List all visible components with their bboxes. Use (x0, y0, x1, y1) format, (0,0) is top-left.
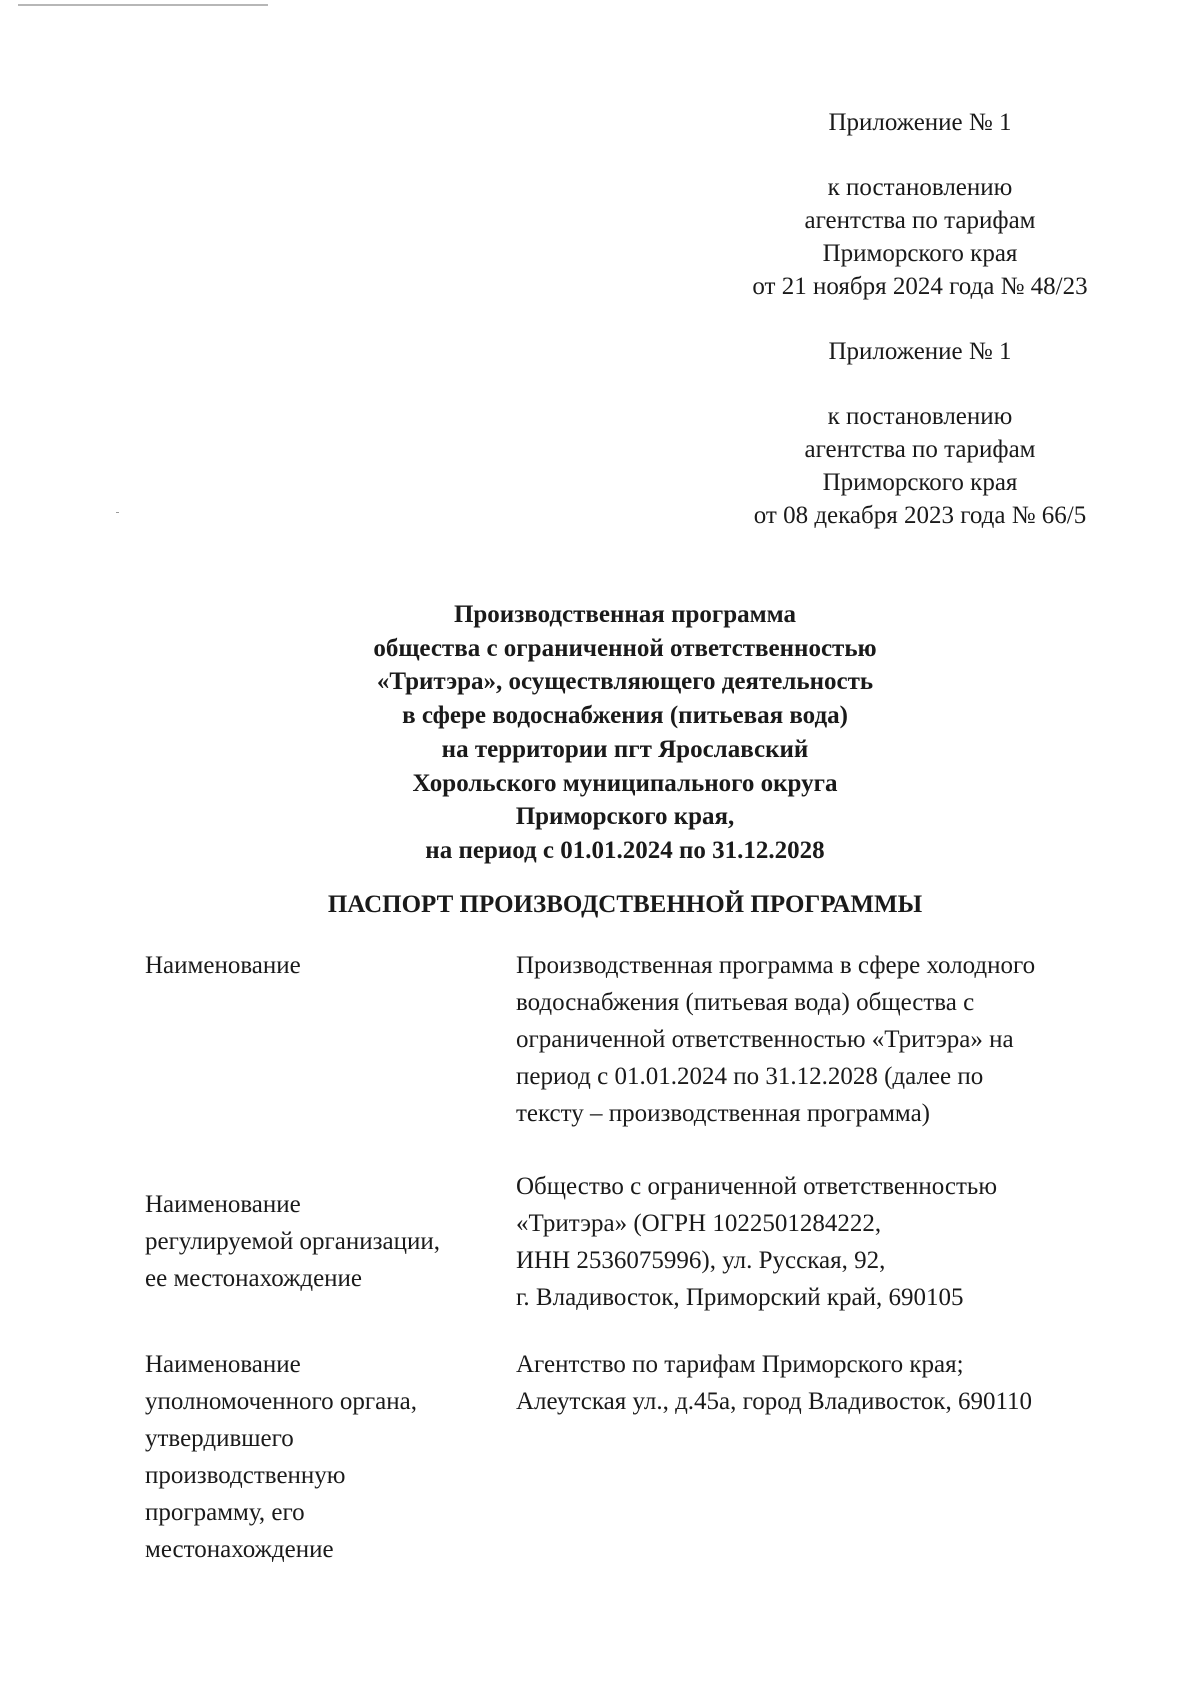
value-line: Производственная программа в сфере холодного (516, 952, 1036, 979)
label-line: местонахождение (145, 1536, 334, 1563)
scan-artifact-line (18, 4, 268, 6)
label-line: программу, его (145, 1499, 305, 1526)
appendix-line: Приморского края (822, 240, 1018, 267)
label-line: ее местонахождение (145, 1265, 363, 1292)
appendix-header-2 (720, 335, 1120, 532)
appendix-line: к постановлению (827, 403, 1013, 430)
label-line: уполномоченного органа, (145, 1388, 417, 1415)
appendix-number: Приложение № 1 (828, 338, 1012, 365)
value-line: ограниченной ответственностью «Тритэра» на (516, 1026, 1014, 1053)
value-line: период с 01.01.2024 по 31.12.2028 (далее по (516, 1063, 984, 1090)
title-line: «Тритэра», осуществляющего деятельность (376, 668, 874, 696)
label-line: регулируемой организации, (145, 1228, 440, 1255)
title-line: на территории пгт Ярославский (441, 735, 809, 763)
value-line: «Тритэра» (ОГРН 1022501284222, (516, 1210, 882, 1237)
appendix-header-1 (720, 106, 1120, 303)
passport-heading: ПАСПОРТ ПРОИЗВОДСТВЕННОЙ ПРОГРАММЫ (327, 891, 923, 918)
passport-row-1-label (145, 947, 495, 984)
appendix-line: Приморского края (822, 469, 1018, 496)
label-line: производственную (145, 1462, 346, 1489)
passport-row-2-value (516, 1168, 1126, 1316)
passport-row-3-label (145, 1346, 495, 1568)
value-line: водоснабжения (питьевая вода) общества с (516, 989, 975, 1016)
passport-row-1-value (516, 947, 1126, 1132)
title-line: Приморского края, (515, 803, 735, 831)
label-line: Наименование (145, 952, 301, 979)
appendix-line: агентства по тарифам (804, 207, 1036, 234)
title-line: в сфере водоснабжения (питьевая вода) (402, 702, 848, 730)
document-title (250, 598, 1000, 868)
value-line: г. Владивосток, Приморский край, 690105 (516, 1284, 964, 1311)
value-line: тексту – производственная программа) (516, 1100, 931, 1127)
value-line: Агентство по тарифам Приморского края; (516, 1351, 964, 1378)
title-line: на период с 01.01.2024 по 31.12.2028 (425, 836, 825, 864)
passport-row-2-label (145, 1186, 495, 1297)
label-line: Наименование (145, 1351, 301, 1378)
appendix-date-line: от 08 декабря 2023 года № 66/5 (753, 502, 1087, 529)
label-line: утвердившего (145, 1425, 294, 1452)
label-line: Наименование (145, 1191, 301, 1218)
value-line: ИНН 2536075996), ул. Русская, 92, (516, 1247, 886, 1274)
appendix-line: к постановлению (827, 174, 1013, 201)
value-line: Алеутская ул., д.45а, город Владивосток, 690110 (516, 1388, 1033, 1415)
appendix-date-line: от 21 ноября 2024 года № 48/23 (752, 273, 1088, 300)
title-line: общества с ограниченной ответственностью (373, 634, 877, 662)
appendix-line: агентства по тарифам (804, 436, 1036, 463)
appendix-number: Приложение № 1 (828, 109, 1012, 136)
title-line: Хорольского муниципального округа (412, 769, 838, 797)
value-line: Общество с ограниченной ответственностью (516, 1173, 997, 1200)
title-line: Производственная программа (453, 601, 797, 628)
passport-row-3-value (516, 1346, 1126, 1420)
scan-artifact-dot (116, 512, 119, 513)
